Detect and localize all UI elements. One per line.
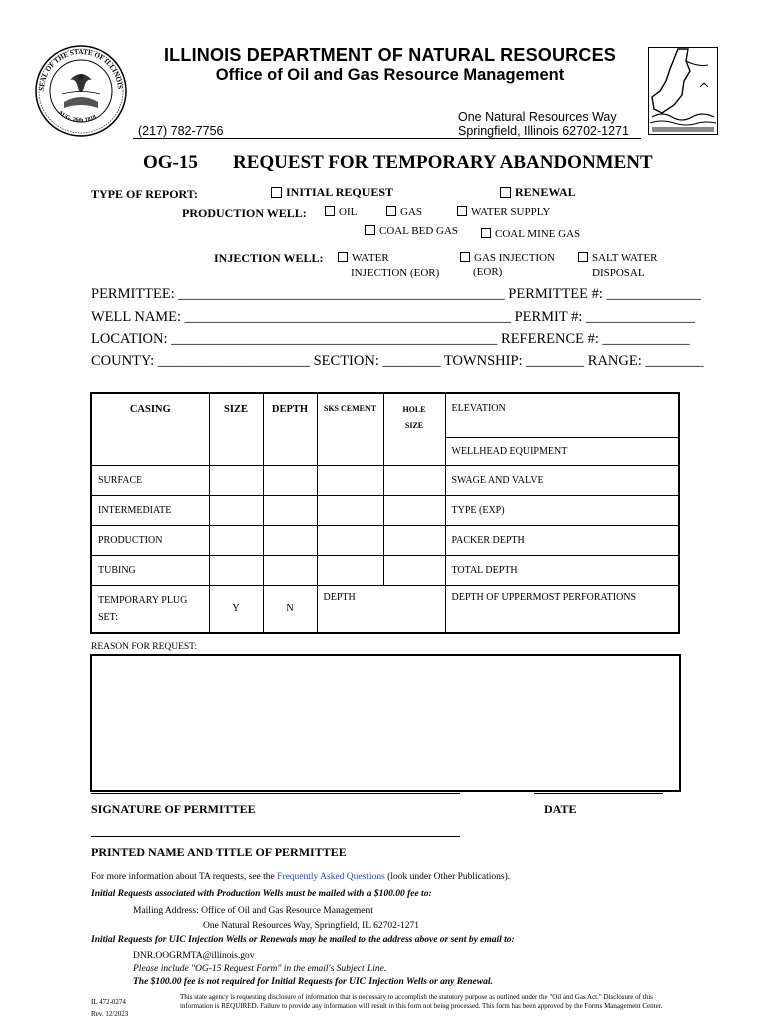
coal-mine-gas-option[interactable] xyxy=(481,228,580,240)
casing-header: CASING xyxy=(91,393,209,465)
size-cell[interactable] xyxy=(209,525,263,555)
address-line-1: One Natural Resources Way xyxy=(458,110,617,124)
wellhead-equipment-cell[interactable]: WELLHEAD EQUIPMENT xyxy=(445,437,679,465)
hole-size-cell[interactable] xyxy=(383,465,445,495)
disclosure-text: This state agency is requesting disclosure of information that is necessary to accomplish the statutory purpose as outlined under the "Oil and Gas Act." Disclosure of this information is REQUIRED. Failure to provide any information will result in this form not being processed. This form has been approved by the Forms Management Center. xyxy=(180,993,663,1010)
oil-option[interactable] xyxy=(325,206,357,218)
salt-water-checkbox[interactable] xyxy=(578,252,588,262)
signature-label: SIGNATURE OF PERMITTEE xyxy=(91,802,256,816)
address-line-2: Springfield, Illinois 62702-1271 xyxy=(458,124,629,138)
type-of-report-label: TYPE OF REPORT: xyxy=(91,187,198,201)
right-field-cell[interactable]: SWAGE AND VALVE xyxy=(445,465,679,495)
renewal-option[interactable] xyxy=(500,185,576,200)
sks-cement-cell[interactable] xyxy=(317,525,383,555)
gas-injection-label-2: (EOR) xyxy=(473,266,503,278)
renewal-checkbox[interactable] xyxy=(500,187,511,198)
date-line[interactable] xyxy=(534,793,663,794)
hole-size-cell[interactable] xyxy=(383,525,445,555)
signature-line[interactable] xyxy=(91,793,460,794)
initial-request-option[interactable] xyxy=(271,185,393,200)
coal-mine-gas-checkbox[interactable] xyxy=(481,228,491,238)
depth-header: DEPTH xyxy=(263,393,317,465)
form-code: IL 472-0274 xyxy=(91,998,126,1006)
plug-yes-cell[interactable]: Y xyxy=(209,585,263,633)
water-injection-label-2: INJECTION (EOR) xyxy=(351,267,440,279)
casing-row-label: TUBING xyxy=(91,555,209,585)
uic-note: Initial Requests for UIC Injection Wells or Renewals may be mailed to the address above or sent by email to: xyxy=(91,935,515,945)
salt-water-label-2: DISPOSAL xyxy=(592,267,645,279)
salt-water-option[interactable] xyxy=(578,252,658,264)
temporary-plug-label-1: TEMPORARY PLUG xyxy=(98,594,188,606)
gas-injection-option[interactable] xyxy=(460,252,555,264)
county-field[interactable]: COUNTY: _____________________ SECTION: ________ TOWNSHIP: ________ RANGE: ________ xyxy=(91,353,704,369)
water-supply-label: WATER SUPPLY xyxy=(471,206,551,218)
sks-cement-cell[interactable] xyxy=(317,465,383,495)
form-title: REQUEST FOR TEMPORARY ABANDONMENT xyxy=(233,152,653,173)
reason-label: REASON FOR REQUEST: xyxy=(91,642,198,652)
reason-textarea[interactable] xyxy=(90,654,681,792)
oil-checkbox[interactable] xyxy=(325,206,335,216)
uppermost-perforations-cell[interactable]: DEPTH OF UPPERMOST PERFORATIONS xyxy=(445,585,679,633)
faq-link[interactable]: Frequently Asked Questions xyxy=(277,872,385,882)
water-supply-option[interactable] xyxy=(457,206,550,218)
sks-cement-cell[interactable] xyxy=(317,495,383,525)
depth-cell[interactable] xyxy=(263,495,317,525)
coal-bed-gas-option[interactable] xyxy=(365,225,458,237)
coal-bed-gas-label: COAL BED GAS xyxy=(379,225,459,237)
office-title: Office of Oil and Gas Resource Management xyxy=(215,66,565,84)
gas-injection-label: GAS INJECTION xyxy=(474,252,555,264)
permittee-field[interactable]: PERMITTEE: _____________________________________________ PERMITTEE #: _____________ xyxy=(91,286,701,302)
header-divider xyxy=(133,138,641,139)
agency-title: ILLINOIS DEPARTMENT OF NATURAL RESOURCES xyxy=(163,45,616,65)
initial-request-note: Initial Requests associated with Production Wells must be mailed with a $100.00 fee to: xyxy=(91,889,432,899)
gas-option[interactable] xyxy=(386,206,422,218)
oil-label: OIL xyxy=(339,206,358,218)
casing-table xyxy=(90,392,680,634)
illinois-map-logo xyxy=(648,47,718,135)
initial-request-label: INITIAL REQUEST xyxy=(286,185,394,199)
svg-text:AUG. 26th 1818: AUG. 26th 1818 xyxy=(56,109,98,124)
initial-request-checkbox[interactable] xyxy=(271,187,282,198)
sks-cement-header: SKS CEMENT xyxy=(317,393,383,465)
casing-row-label: SURFACE xyxy=(91,465,209,495)
hole-size-header xyxy=(383,393,445,465)
elevation-cell[interactable]: ELEVATION xyxy=(445,393,679,437)
gas-label: GAS xyxy=(400,206,423,218)
size-header: SIZE xyxy=(209,393,263,465)
renewal-label: RENEWAL xyxy=(515,185,576,199)
hole-size-cell[interactable] xyxy=(383,495,445,525)
svg-text:SEAL OF THE STATE OF ILLINOIS: SEAL OF THE STATE OF ILLINOIS xyxy=(37,47,124,92)
plug-depth-cell[interactable]: DEPTH xyxy=(317,585,445,633)
date-label: DATE xyxy=(544,802,577,816)
water-injection-option[interactable] xyxy=(338,252,389,264)
water-injection-label: WATER xyxy=(352,252,389,264)
size-cell[interactable] xyxy=(209,465,263,495)
faq-text-pre: For more information about TA requests, see the xyxy=(91,872,275,882)
hole-size-line-1: HOLE xyxy=(402,405,426,414)
well-name-field[interactable]: WELL NAME: _____________________________________________ PERMIT #: _______________ xyxy=(91,309,695,325)
right-field-cell[interactable]: PACKER DEPTH xyxy=(445,525,679,555)
size-cell[interactable] xyxy=(209,495,263,525)
temporary-plug-label-2: SET: xyxy=(98,611,119,623)
temporary-plug-row xyxy=(91,585,679,633)
mailing-address-2: One Natural Resources Way, Springfield, IL 62702-1271 xyxy=(203,921,420,931)
gas-checkbox[interactable] xyxy=(386,206,396,216)
faq-info-line xyxy=(91,872,510,882)
phone-number: (217) 782-7756 xyxy=(138,124,224,138)
coal-mine-gas-label: COAL MINE GAS xyxy=(495,228,581,240)
fee-note: The $100.00 fee is not required for Initial Requests for UIC Injection Wells or any Renewal. xyxy=(133,977,493,987)
contact-email[interactable]: DNR.OOGRMTA@illinois.gov xyxy=(133,951,255,961)
water-injection-checkbox[interactable] xyxy=(338,252,348,262)
table-row xyxy=(91,465,679,495)
right-field-cell[interactable]: TYPE (EXP) xyxy=(445,495,679,525)
salt-water-label: SALT WATER xyxy=(592,252,658,264)
revision-date: Rev. 12/2023 xyxy=(91,1010,129,1018)
water-supply-checkbox[interactable] xyxy=(457,206,467,216)
subject-line-note: Please include "OG-15 Request Form" in the email's Subject Line. xyxy=(133,964,387,974)
mailing-address: Mailing Address: Office of Oil and Gas Resource Management xyxy=(133,906,373,916)
printed-name-label: PRINTED NAME AND TITLE OF PERMITTEE xyxy=(91,845,347,859)
table-row xyxy=(91,555,679,585)
right-field-cell[interactable]: TOTAL DEPTH xyxy=(445,555,679,585)
gas-injection-checkbox[interactable] xyxy=(460,252,470,262)
plug-no-cell[interactable]: N xyxy=(263,585,317,633)
sks-cement-cell[interactable] xyxy=(317,555,383,585)
size-cell[interactable] xyxy=(209,555,263,585)
hole-size-cell[interactable] xyxy=(383,555,445,585)
faq-text-post: (look under Other Publications). xyxy=(387,872,511,882)
depth-cell[interactable] xyxy=(263,465,317,495)
location-field[interactable]: LOCATION: _____________________________________________ REFERENCE #: ____________ xyxy=(91,331,690,347)
casing-row-label: PRODUCTION xyxy=(91,525,209,555)
coal-bed-gas-checkbox[interactable] xyxy=(365,225,375,235)
depth-cell[interactable] xyxy=(263,555,317,585)
table-row xyxy=(91,525,679,555)
state-seal-logo xyxy=(34,44,128,138)
injection-well-label: INJECTION WELL: xyxy=(214,251,324,265)
hole-size-line-2: SIZE xyxy=(404,421,424,430)
depth-cell[interactable] xyxy=(263,525,317,555)
form-number: OG-15 xyxy=(143,152,198,173)
table-row xyxy=(91,495,679,525)
temporary-plug-label xyxy=(91,585,209,633)
casing-row-label: INTERMEDIATE xyxy=(91,495,209,525)
printed-name-line[interactable] xyxy=(91,836,460,837)
production-well-label: PRODUCTION WELL: xyxy=(182,206,307,220)
